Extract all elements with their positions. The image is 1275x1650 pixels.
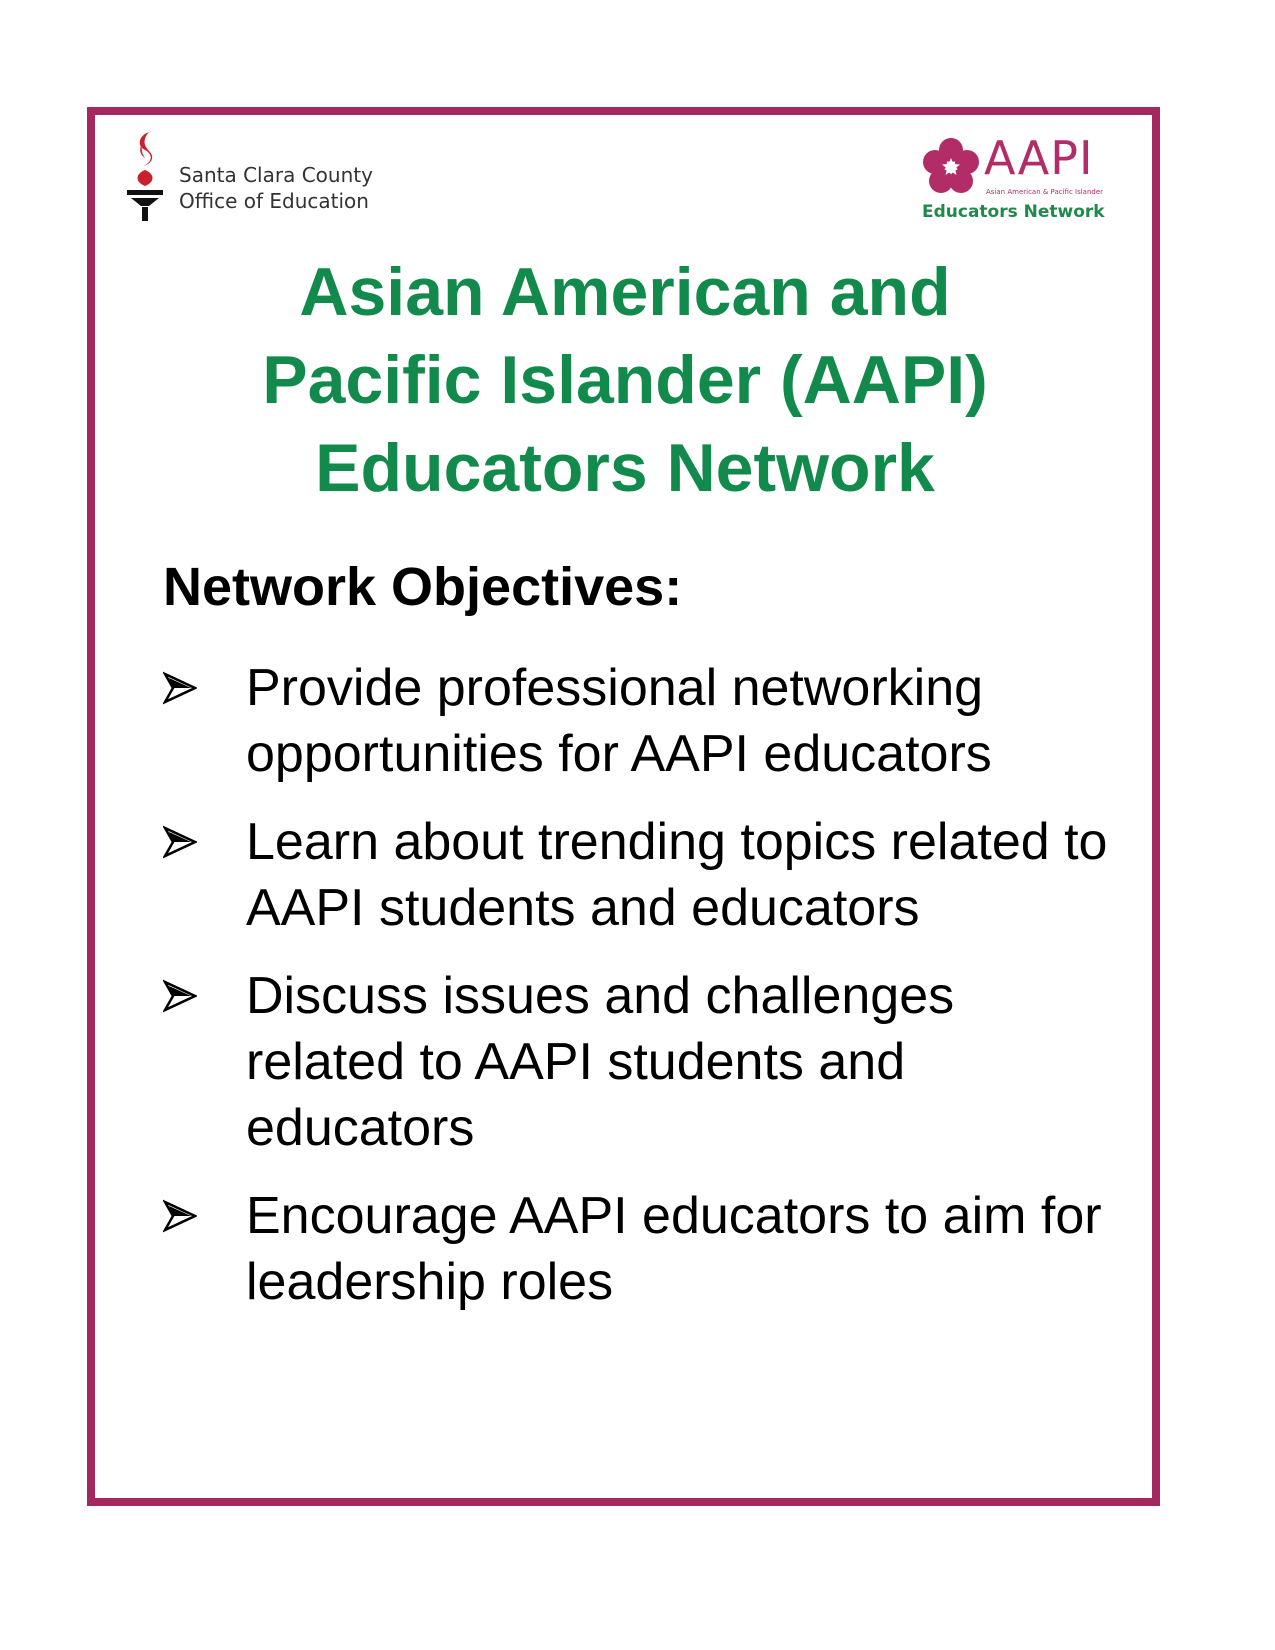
flower-icon bbox=[920, 136, 982, 198]
arrow-bullet-icon bbox=[163, 825, 197, 859]
title-line1: Asian American and bbox=[299, 254, 951, 330]
arrow-bullet-icon bbox=[163, 671, 197, 705]
list-item bbox=[163, 655, 1123, 787]
scc-name-line1: Santa Clara County bbox=[179, 163, 373, 187]
objectives-list bbox=[163, 655, 1123, 1337]
aapi-subtitle: Asian American & Pacific Islander bbox=[986, 188, 1104, 196]
list-item bbox=[163, 1183, 1123, 1315]
arrow-bullet-icon bbox=[163, 1199, 197, 1233]
list-item bbox=[163, 809, 1123, 941]
objective-text: Learn about trending topics related to AAPI students and educators bbox=[246, 813, 1108, 937]
page-title bbox=[120, 248, 1130, 512]
objective-text: Encourage AAPI educators to aim for leadership roles bbox=[246, 1187, 1102, 1311]
objective-text: Provide professional networking opportunities for AAPI educators bbox=[246, 659, 992, 783]
aapi-tagline: Educators Network bbox=[922, 202, 1105, 222]
list-item bbox=[163, 963, 1123, 1161]
objectives-heading: Network Objectives: bbox=[163, 557, 683, 617]
aapi-wordmark: AAPI bbox=[984, 131, 1094, 185]
torch-icon bbox=[123, 130, 173, 225]
aapi-network-logo bbox=[920, 131, 1120, 228]
arrow-bullet-icon bbox=[163, 979, 197, 1013]
title-line2: Pacific Islander (AAPI) bbox=[262, 342, 988, 418]
scc-name-line2: Office of Education bbox=[179, 189, 369, 213]
title-line3: Educators Network bbox=[315, 430, 935, 506]
objective-text: Discuss issues and challenges related to AAPI students and educators bbox=[246, 967, 955, 1157]
scc-logo bbox=[123, 130, 383, 225]
